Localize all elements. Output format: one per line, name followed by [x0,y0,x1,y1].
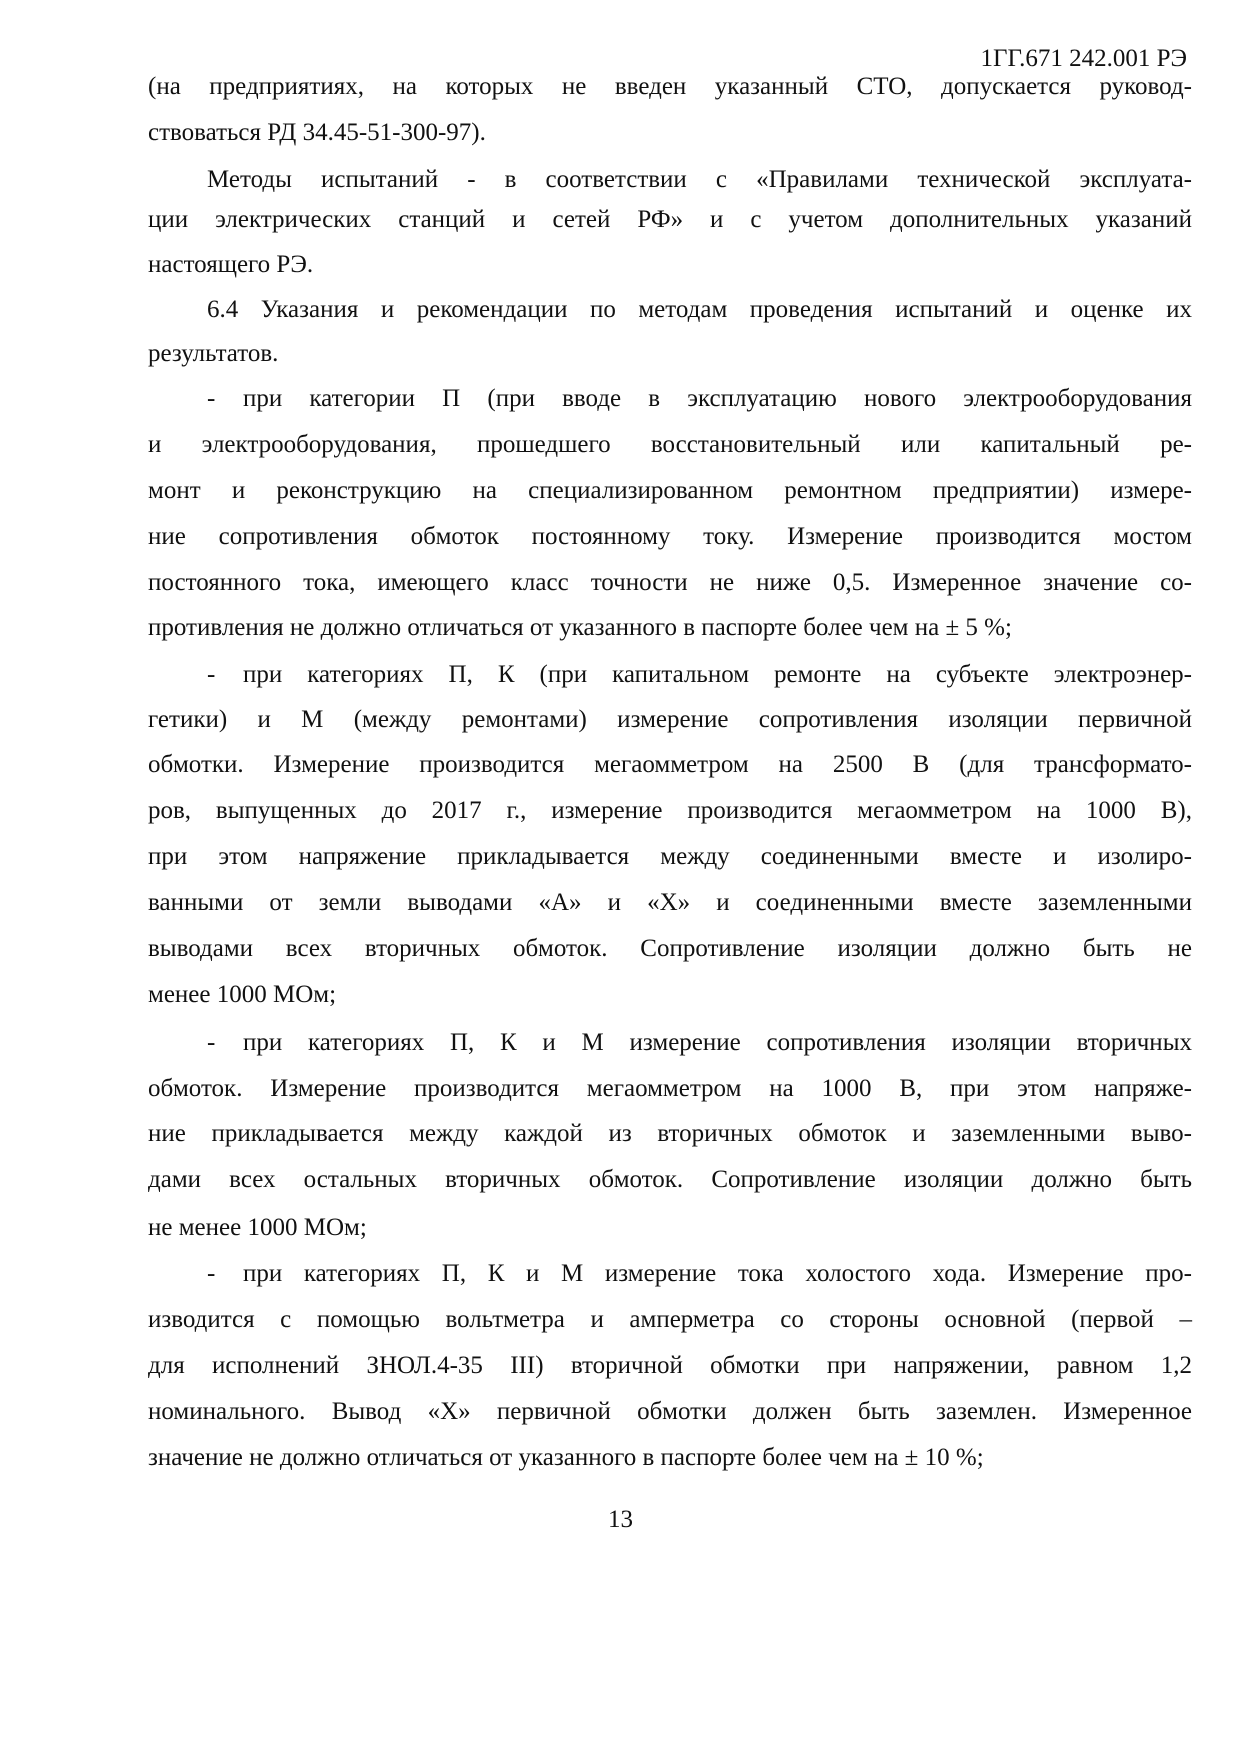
text-line: значение не должно отличаться от указанного в паспорте более чем на ± 10 %; [148,1444,984,1471]
text-line: ние сопротивления обмоток постоянному току. Измерение производится мостом [148,523,1192,550]
page-number: 13 [608,1506,633,1533]
text-line: изводится с помощью вольтметра и амперметра со стороны основной (первой – [148,1306,1192,1333]
bullet-dash: - [207,661,216,688]
text-line: при категории П (при вводе в эксплуатацию нового электрооборудования [243,385,1192,412]
text-line: (на предприятиях, на которых не введен указанный СТО, допускается руковод- [148,73,1192,100]
bullet-item-primary-insulation [207,660,1192,690]
bullet-item-secondary-insulation [207,1028,1192,1058]
text-line: обмоток. Измерение производится мегаомметром на 1000 В, при этом напряже- [148,1075,1192,1102]
section-heading-6-4-cont: результатов. [148,340,279,367]
bullet-dash: - [207,1029,216,1056]
section-heading-6-4: 6.4 Указания и рекомендации по методам проведения испытаний и оценке их [207,296,1192,323]
text-line: ров, выпущенных до 2017 г., измерение производится мегаомметром на 1000 В), [148,797,1192,824]
text-line: Методы испытаний - в соответствии с «Правилами технической эксплуата- [207,166,1192,193]
text-line: обмотки. Измерение производится мегаомметром на 2500 В (для трансформато- [148,751,1192,778]
text-line: при этом напряжение прикладывается между соединенными вместе и изолиро- [148,843,1192,870]
text-line: ванными от земли выводами «А» и «Х» и соединенными вместе заземленными [148,889,1192,916]
text-line: не менее 1000 МОм; [148,1214,367,1241]
text-line: противления не должно отличаться от указанного в паспорте более чем на ± 5 %; [148,614,1012,641]
document-code-header: 1ГГ.671 242.001 РЭ [980,45,1187,72]
text-line: при категориях П, К (при капитальном ремонте на субъекте электроэнер- [243,661,1192,688]
bullet-item-dc-resistance [207,384,1192,414]
text-line: номинального. Вывод «Х» первичной обмотки должен быть заземлен. Измеренное [148,1398,1192,1425]
text-line: для исполнений ЗНОЛ.4-35 III) вторичной обмотки при напряжении, равном 1,2 [148,1352,1192,1379]
text-line: ствоваться РД 34.45-51-300-97). [148,119,486,146]
text-line: выводами всех вторичных обмоток. Сопротивление изоляции должно быть не [148,935,1192,962]
text-line: ние прикладывается между каждой из вторичных обмоток и заземленными выво- [148,1120,1192,1147]
text-line: менее 1000 МОм; [148,981,337,1008]
text-line: постоянного тока, имеющего класс точности не ниже 0,5. Измеренное значение со- [148,569,1192,596]
text-line: и электрооборудования, прошедшего восстановительный или капитальный ре- [148,431,1192,458]
text-line: дами всех остальных вторичных обмоток. Сопротивление изоляции должно быть [148,1166,1192,1193]
bullet-item-no-load-current [207,1259,1192,1289]
text-line: при категориях П, К и М измерение сопротивления изоляции вторичных [243,1029,1192,1056]
text-line: ции электрических станций и сетей РФ» и с учетом дополнительных указаний [148,206,1192,233]
text-line: при категориях П, К и М измерение тока холостого хода. Измерение про- [243,1260,1192,1287]
text-line: настоящего РЭ. [148,251,314,278]
text-line: монт и реконструкцию на специализированном ремонтном предприятии) измере- [148,477,1192,504]
bullet-dash: - [207,385,216,412]
bullet-dash: - [207,1260,216,1287]
text-line: гетики) и М (между ремонтами) измерение сопротивления изоляции первичной [148,706,1192,733]
